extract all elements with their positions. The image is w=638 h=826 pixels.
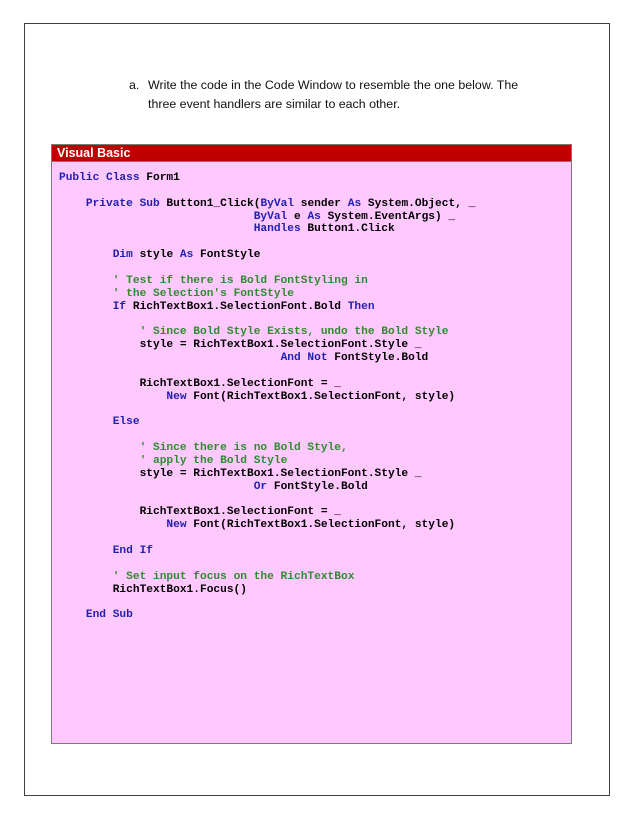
code-line [59,519,571,532]
instruction-text: Write the code in the Code Window to resemble the one below. The three event handlers are similar to each other. [148,78,519,111]
code-text: Button1.Click [300,223,395,236]
code-line [59,301,571,314]
code-listing [52,162,571,622]
code-text [59,223,254,235]
code-line [59,391,571,404]
code-keyword: New [166,390,187,403]
code-text [59,198,86,210]
code-line [59,313,571,326]
code-line [59,571,571,584]
code-line [59,429,571,442]
code-text: RichTextBox1.Focus() [59,583,247,596]
code-text [59,455,140,467]
code-line [59,493,571,506]
code-keyword: As [179,249,194,262]
code-line [59,288,571,301]
code-text: style = RichTextBox1.SelectionFont.Style _ [59,467,422,480]
code-line [59,558,571,571]
code-comment: ' Set input focus on the RichTextBox [112,570,355,583]
code-keyword: And Not [280,352,328,365]
code-text: style = RichTextBox1.SelectionFont.Style _ [59,339,422,352]
code-text: System.Object, _ [361,197,476,210]
code-line [59,455,571,468]
code-text: sender [294,197,348,210]
code-text [59,391,166,403]
code-text: RichTextBox1.SelectionFont.Bold [126,300,348,313]
code-line [59,249,571,262]
code-text [59,545,113,557]
code-keyword: Or [253,480,268,493]
code-keyword: Then [347,300,375,313]
code-text: style [132,249,180,262]
code-text: Font(RichTextBox1.SelectionFont, style) [186,519,456,532]
code-text [59,519,166,531]
code-line [59,365,571,378]
code-keyword: Handles [253,223,301,236]
code-keyword: Public Class [59,172,140,184]
code-keyword: ByVal [253,210,288,223]
code-text: FontStyle [193,249,261,262]
code-keyword: As [347,197,362,210]
code-text [59,609,86,621]
code-keyword: End Sub [85,609,133,622]
code-line [59,506,571,519]
code-line [59,596,571,609]
code-line [59,172,571,185]
code-line [59,211,571,224]
code-text: Form1 [139,172,180,184]
code-line [59,481,571,494]
code-keyword: Private Sub [85,197,160,210]
code-text: Font(RichTextBox1.SelectionFont, style) [186,390,456,403]
code-line [59,442,571,455]
code-line [59,185,571,198]
code-keyword: If [112,300,127,313]
instruction-item [129,76,549,114]
code-line [59,352,571,365]
code-text [59,352,281,364]
code-comment: ' Since there is no Bold Style, [139,442,348,455]
code-text [59,275,113,287]
code-comment: ' the Selection's FontStyle [112,287,294,300]
code-comment: ' Test if there is Bold FontStyling in [112,274,368,287]
code-line [59,532,571,545]
code-line [59,545,571,558]
code-line [59,403,571,416]
code-line [59,609,571,622]
code-text: FontStyle.Bold [267,480,368,493]
code-keyword: Dim [112,249,133,262]
code-text [59,211,254,223]
code-panel-title: Visual Basic [52,145,571,162]
code-line [59,584,571,597]
code-line [59,339,571,352]
code-keyword: End If [112,544,154,557]
code-line [59,262,571,275]
code-line [59,468,571,481]
code-text: FontStyle.Bold [327,352,429,365]
code-text: RichTextBox1.SelectionFont = _ [59,377,341,390]
code-keyword: Else [112,416,140,429]
code-text [59,416,113,428]
code-line [59,236,571,249]
code-line [59,198,571,211]
code-comment: ' apply the Bold Style [139,454,288,467]
code-line [59,378,571,391]
code-text: e [287,210,308,223]
code-text [59,326,140,338]
code-text [59,481,254,493]
code-text [59,442,140,454]
code-keyword: ByVal [260,197,295,210]
code-line [59,326,571,339]
code-panel [51,144,572,744]
list-marker: a. [129,78,140,92]
code-text: RichTextBox1.SelectionFont = _ [59,506,341,519]
code-line [59,416,571,429]
code-keyword: New [166,519,187,532]
code-text: System.EventArgs) _ [320,210,456,223]
code-text [59,301,113,313]
code-keyword: As [307,210,321,223]
code-text [59,249,113,261]
code-comment: ' Since Bold Style Exists, undo the Bold Style [139,326,449,339]
code-text [59,288,113,300]
code-line [59,223,571,236]
code-text [59,571,113,583]
code-text: Button1_Click( [159,197,261,210]
code-line [59,275,571,288]
